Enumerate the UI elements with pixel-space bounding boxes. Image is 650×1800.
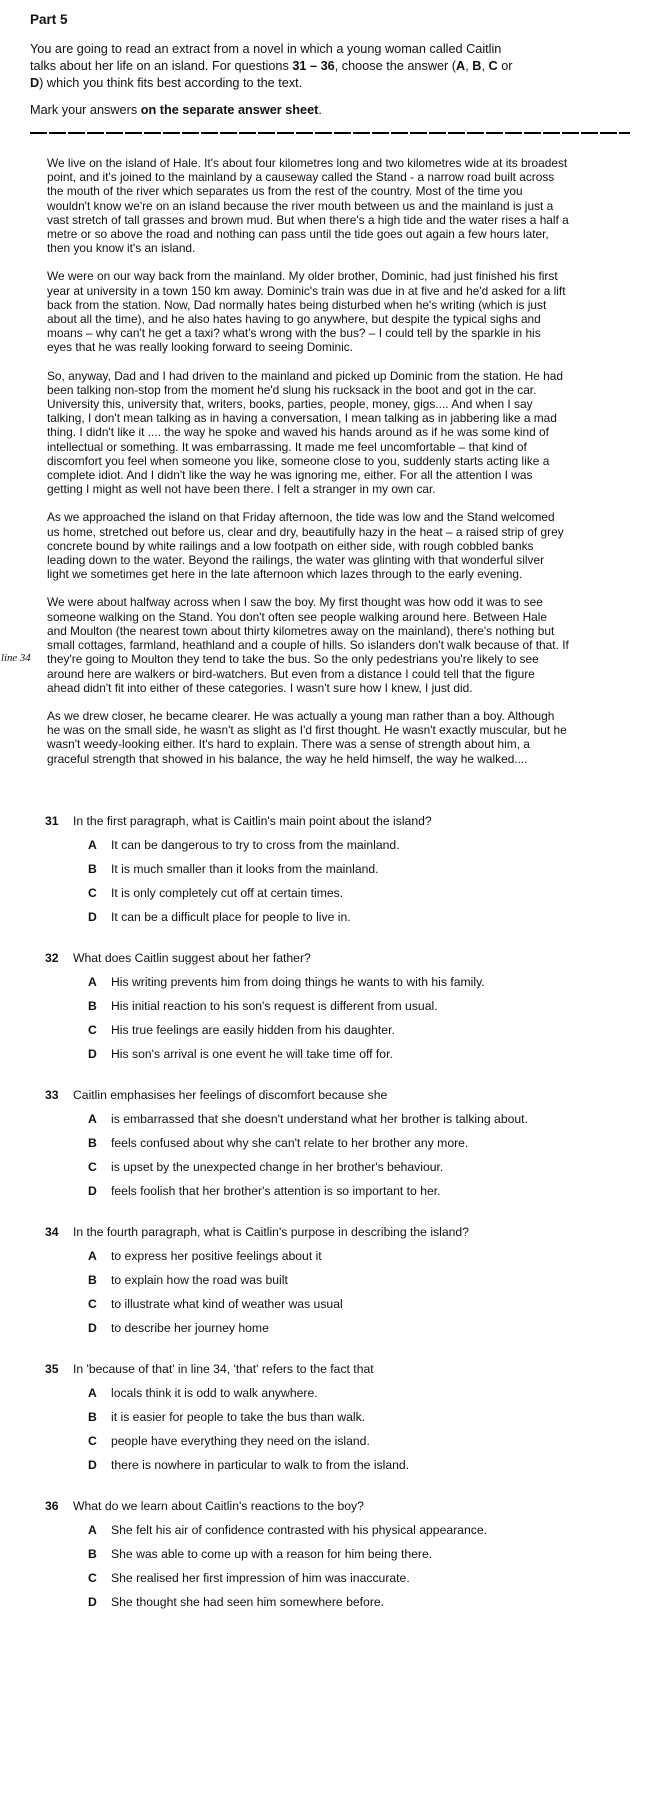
option-text: She felt his air of confidence contrasted with his physical appearance. bbox=[111, 1522, 487, 1537]
question-32 bbox=[45, 951, 630, 1061]
instructions-text: You are going to read an extract from a novel in which a young woman called Caitlin talks about her life on an island. For questions 31 – 36, choose the answer (A, B, C or D) which you think fits best according to the text. bbox=[30, 42, 513, 90]
part-title: Part 5 bbox=[30, 12, 68, 27]
option-row bbox=[88, 1434, 630, 1448]
option-letter: B bbox=[88, 1135, 97, 1150]
option-letter: B bbox=[88, 1272, 97, 1287]
option-row bbox=[88, 1571, 630, 1585]
option-text: people have everything they need on the island. bbox=[111, 1433, 370, 1448]
option-letter: B bbox=[88, 861, 97, 876]
option-letter: A bbox=[88, 1111, 97, 1126]
question-stem: What does Caitlin suggest about her father? bbox=[73, 950, 311, 965]
question-stem: In 'because of that' in line 34, 'that' refers to the fact that bbox=[73, 1361, 374, 1376]
option-letter: C bbox=[88, 1022, 97, 1037]
option-row bbox=[88, 1184, 630, 1198]
option-row bbox=[88, 1410, 630, 1424]
option-letter: D bbox=[88, 1183, 97, 1198]
option-text: His son's arrival is one event he will take time off for. bbox=[111, 1046, 393, 1061]
option-row bbox=[88, 1458, 630, 1472]
option-letter: B bbox=[88, 1409, 97, 1424]
option-letter: C bbox=[88, 1159, 97, 1174]
option-row bbox=[88, 1547, 630, 1561]
reading-passage bbox=[1, 156, 569, 766]
option-text: it is easier for people to take the bus than walk. bbox=[111, 1409, 366, 1424]
option-letter: C bbox=[88, 1433, 97, 1448]
option-letter: A bbox=[88, 837, 97, 852]
option-row bbox=[88, 1595, 630, 1609]
option-text: to illustrate what kind of weather was usual bbox=[111, 1296, 343, 1311]
option-text: to express her positive feelings about it bbox=[111, 1248, 322, 1263]
question-34 bbox=[45, 1225, 630, 1335]
option-row bbox=[88, 1047, 630, 1061]
option-row bbox=[88, 1523, 630, 1537]
option-row bbox=[88, 999, 630, 1013]
question-stem: In the fourth paragraph, what is Caitlin's purpose in describing the island? bbox=[73, 1224, 469, 1239]
option-row bbox=[88, 838, 630, 852]
option-text: to explain how the road was built bbox=[111, 1272, 288, 1287]
option-letter: A bbox=[88, 1385, 97, 1400]
option-row bbox=[88, 1297, 630, 1311]
question-stem: In the first paragraph, what is Caitlin's main point about the island? bbox=[73, 813, 432, 828]
option-letter: B bbox=[88, 1546, 97, 1561]
question-number: 36 bbox=[45, 1498, 59, 1513]
option-text: It can be a difficult place for people to live in. bbox=[111, 909, 351, 924]
option-text: locals think it is odd to walk anywhere. bbox=[111, 1385, 318, 1400]
option-text: His initial reaction to his son's request is different from usual. bbox=[111, 998, 438, 1013]
option-text: is embarrassed that she doesn't understand what her brother is talking about. bbox=[111, 1111, 528, 1126]
passage-paragraph-5 bbox=[1, 595, 569, 695]
option-text: His writing prevents him from doing things he wants to with his family. bbox=[111, 974, 485, 989]
option-letter: D bbox=[88, 1457, 97, 1472]
question-number: 34 bbox=[45, 1224, 59, 1239]
separator-line bbox=[30, 132, 630, 134]
option-row bbox=[88, 975, 630, 989]
option-row bbox=[88, 1321, 630, 1335]
question-stem: What do we learn about Caitlin's reactions to the boy? bbox=[73, 1498, 364, 1513]
option-letter: D bbox=[88, 1594, 97, 1609]
option-row bbox=[88, 1136, 630, 1150]
question-stem: Caitlin emphasises her feelings of discomfort because she bbox=[73, 1087, 388, 1102]
option-text: there is nowhere in particular to walk to from the island. bbox=[111, 1457, 410, 1472]
option-letter: D bbox=[88, 1046, 97, 1061]
option-text: feels confused about why she can't relate to her brother any more. bbox=[111, 1135, 469, 1150]
passage-paragraph-1: We live on the island of Hale. It's about four kilometres long and two kilometres wide at its broadest point, and it's joined to the mainland by a causeway called the Stand - a narrow road built across the mouth of the river which separates us from the rest of the country. Most of the time you wouldn't know we're on an island because the river mouth between us and the mainland is just a vast stretch of tall grasses and brown mud. But when there's a high tide and the water rises a half a metre or so above the road and nothing can pass until the tide goes out again a few hours later, then you know it's an island. bbox=[47, 156, 569, 256]
line-34-margin-note: line 34 bbox=[1, 652, 31, 665]
option-text: She was able to come up with a reason for him being there. bbox=[111, 1546, 433, 1561]
question-36 bbox=[45, 1499, 630, 1609]
passage-paragraph-3: So, anyway, Dad and I had driven to the mainland and picked up Dominic from the station. He had been talking non-stop from the moment he'd slung his rucksack in the boot and got in the car. University this, university that, writers, books, parties, people, money, gigs.... And when I say talking, I don't mean talking as in having a conversation, I mean talking as in jabbering like a mad thing. I didn't like it .... the way he spoke and waved his hands around as if he was some kind of intellectual or something. It was embarrassing. It made me feel uncomfortable – that kind of discomfort you feel when someone you like, someone close to you, suddenly starts acting like a complete idiot. And I didn't like the way he was ignoring me, either. For all the attention I was getting I might as well not have been there. I felt a stranger in my own car. bbox=[47, 368, 563, 497]
passage-paragraph-6: As we drew closer, he became clearer. He was actually a young man rather than a boy. Although he was on the small side, he wasn't as slight as I'd first thought. He wasn't exactly muscular, but he wasn't weedy-looking either. It's hard to explain. There was a sense of strength about him, a graceful strength that showed in his balance, the way he held himself, the way he walked.... bbox=[47, 708, 567, 766]
option-text: It is only completely cut off at certain times. bbox=[111, 885, 344, 900]
option-text: His true feelings are easily hidden from his daughter. bbox=[111, 1022, 395, 1037]
option-letter: C bbox=[88, 885, 97, 900]
option-letter: D bbox=[88, 1320, 97, 1335]
question-number: 32 bbox=[45, 950, 59, 965]
option-row bbox=[88, 1160, 630, 1174]
option-row bbox=[88, 1249, 630, 1263]
question-number: 35 bbox=[45, 1361, 59, 1376]
option-letter: A bbox=[88, 1522, 97, 1537]
option-letter: A bbox=[88, 1248, 97, 1263]
question-35 bbox=[45, 1362, 630, 1472]
option-text: feels foolish that her brother's attention is so important to her. bbox=[111, 1183, 441, 1198]
passage-paragraph-4: As we approached the island on that Friday afternoon, the tide was low and the Stand welcomed us home, stretched out before us, clear and dry, beautifully hazy in the heat – a raised strip of grey concrete bound by white railings and a low footpath on either side, with rough cobbled banks leading down to the water. Beyond the railings, the water was glinting with that wonderful silver light we sometimes get here in the late afternoon which lazes through to the early evening. bbox=[47, 510, 564, 582]
option-letter: A bbox=[88, 974, 97, 989]
option-text: to describe her journey home bbox=[111, 1320, 269, 1335]
option-text: is upset by the unexpected change in her brother's behaviour. bbox=[111, 1159, 444, 1174]
mark-answers-instruction: Mark your answers on the separate answer sheet. bbox=[30, 103, 322, 117]
question-31 bbox=[45, 814, 630, 924]
option-letter: D bbox=[88, 909, 97, 924]
option-row bbox=[88, 886, 630, 900]
question-33 bbox=[45, 1088, 630, 1198]
option-row bbox=[88, 862, 630, 876]
option-text: She realised her first impression of him was inaccurate. bbox=[111, 1570, 410, 1585]
option-row bbox=[88, 1386, 630, 1400]
option-text: It is much smaller than it looks from the mainland. bbox=[111, 861, 379, 876]
question-number: 31 bbox=[45, 813, 59, 828]
passage-paragraph-2: We were on our way back from the mainland. My older brother, Dominic, had just finished his first year at university in a town 150 km away. Dominic's train was due in at five and he'd asked for a lift back from the station. Now, Dad normally hates being disturbed when he's writing (which is just about all the time), and he also hates having to go anywhere, but despite the typical sighs and moans – why can't he get a taxi? what's wrong with the bus? – I could tell by the sparkle in his eyes that he was really looking forward to seeing Dominic. bbox=[47, 269, 566, 355]
option-text: She thought she had seen him somewhere before. bbox=[111, 1594, 385, 1609]
question-number: 33 bbox=[45, 1087, 59, 1102]
option-letter: C bbox=[88, 1296, 97, 1311]
option-letter: B bbox=[88, 998, 97, 1013]
option-text: It can be dangerous to try to cross from the mainland. bbox=[111, 837, 400, 852]
option-row bbox=[88, 1112, 630, 1126]
questions-section bbox=[30, 814, 630, 1609]
option-row bbox=[88, 1023, 630, 1037]
passage-paragraph-5-text: We were about halfway across when I saw the boy. My first thought was how odd it was to see someone walking on the Stand. You don't often see people walking around here. Between Hale and Moulton (the nearest town about thirty kilometres away on the mainland), there's nothing but small cottages, farmland, heathland and a couple of hills. So islanders don't walk because of that. If they're going to Moulton they tend to take the bus. So the only pedestrians you're likely to see around here are walkers or bird-watchers. But even from a distance I could tell that the figure ahead didn't fit into either of these categories. I wasn't sure how I knew, I just did. bbox=[47, 595, 569, 695]
option-row bbox=[88, 1273, 630, 1287]
option-row bbox=[88, 910, 630, 924]
option-letter: C bbox=[88, 1570, 97, 1585]
